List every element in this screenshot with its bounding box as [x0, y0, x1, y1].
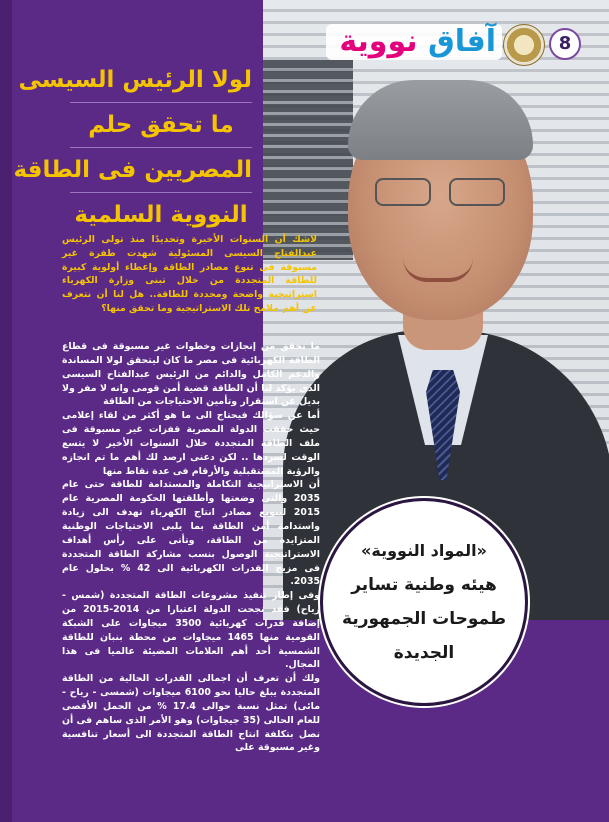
body-paragraph: وفى إطار تنفيذ مشروعات الطاقة المتجددة (شمس - رياح) فقد نجحت الدولة اعتبارا من 2014-2015 من إضافة قدرات كهربائية 3500 ميجاوات على الشبكة القومية منها 1465 ميجاوات من محطة بنبان للطاقة الشمسية أحد أهم العلامات المضيئة عالميا فى هذا المجال.	[62, 590, 320, 671]
page-number: 8	[549, 28, 581, 60]
logo-text-nawawiya: نووية	[339, 24, 418, 59]
logo-text-afaq: آفاق	[427, 24, 496, 59]
title-line-2: ما تحقق حلم	[88, 112, 234, 138]
article-body	[62, 340, 320, 755]
quote-line-2: هيئه وطنية تساير	[351, 575, 497, 595]
glasses-icon	[375, 178, 505, 204]
body-paragraph: ولك أن تعرف أن اجمالى القدرات الحالية من الطاقة المتجددة يبلغ حاليا نحو 6100 ميجاوات (شمسى - رياح - مائى) تمثل نسبة حوالى 17.4 % من الحمل الأقصى للعام الحالى (35 جيجاوات) وهو الأمر الذى ساهم فى أن نصل بتكلفة انتاج الطاقة المتجددة الى أسعار تنافسية وغير مسبوقة على	[62, 673, 321, 754]
left-edge-strip	[0, 0, 12, 822]
article-title	[13, 60, 252, 235]
body-paragraph: ما تحقق من إنجازات وخطوات غير مسبوقة فى قطاع الطاقة الكهربائية فى مصر ما كان ليتحقق لولا المساندة والدعم الكامل والدائم من الرئيس عبدالفتاح السيسى الذى يؤكد لنا أن الطاقة قضية أمن قومى وانه لا مفر ولا بديل عن استقرار وتأمين الاحتياجات من الطاقة	[62, 341, 320, 408]
window-shadow	[263, 60, 353, 260]
body-paragraph: أن الاستراتيجية التكاملة والمستدامة للطاقة حتى عام 2035 والتى وضعتها وأطلقتها الحكومة المصرية عام 2015 لتنويع مصادر انتاج الكهرباء تهدف الى زيادة واستدامة أمن الطاقة بما يلبى الاحتياجات الوطنية المتزايدة من الطاقة، وتأتى على رأس أهداف الاستراتيجية الوصول بنسب مشاركة الطاقة المتجددة فى مزيج القدرات الكهربائية الى 42 % بحلول عام 2035.	[62, 479, 320, 588]
intro-text: لاشك أن السنوات الأخيرة وتحديدًا منذ تولى الرئيس عبدالفتاح السيسى المسئولية شهدت طفرة غير مسبوقة فى تنوع مصادر الطاقة وإعطاء أولوية كبيرة للطاقة المتجددة من خلال تبنى وزارة الكهرباء استراتيجية واضحة ومحددة للطاقة.. هل لنا أن نتعرف عن أهم ملامح تلك الاستراتيجية وما تحقق منها؟	[62, 234, 317, 314]
logo-text	[339, 22, 496, 62]
title-divider	[70, 192, 252, 193]
title-line-4: النووية السلمية	[74, 202, 248, 228]
hair	[348, 80, 533, 160]
title-line-3: المصريين فى الطاقة	[13, 157, 252, 183]
magazine-logo	[326, 18, 502, 66]
pull-quote-circle	[320, 498, 528, 706]
body-paragraph: أما عن سؤالك فيحتاج الى ما هو أكثر من لقاء إعلامى حيث حققت الدولة المصرية قفزات غير مسبوقة فى ملف الطاقة المتجددة خلال السنوات الأخير لا يتسع الوقت لسردها .. لكن دعنى ارصد لك أهم ما تم انجازه والرؤية المستقبلية والأرقام فى عدة نقاط منها	[62, 410, 320, 477]
title-line-1: لولا الرئيس السيسى	[18, 67, 252, 93]
title-divider	[70, 102, 252, 103]
intro-question	[62, 233, 317, 316]
quote-line-4: الجديدة	[393, 643, 455, 663]
authority-seal-icon	[503, 24, 545, 66]
title-divider	[70, 147, 252, 148]
quote-line-3: طموحات الجمهورية	[342, 609, 506, 629]
quote-line-1: «المواد النووية»	[361, 541, 487, 560]
